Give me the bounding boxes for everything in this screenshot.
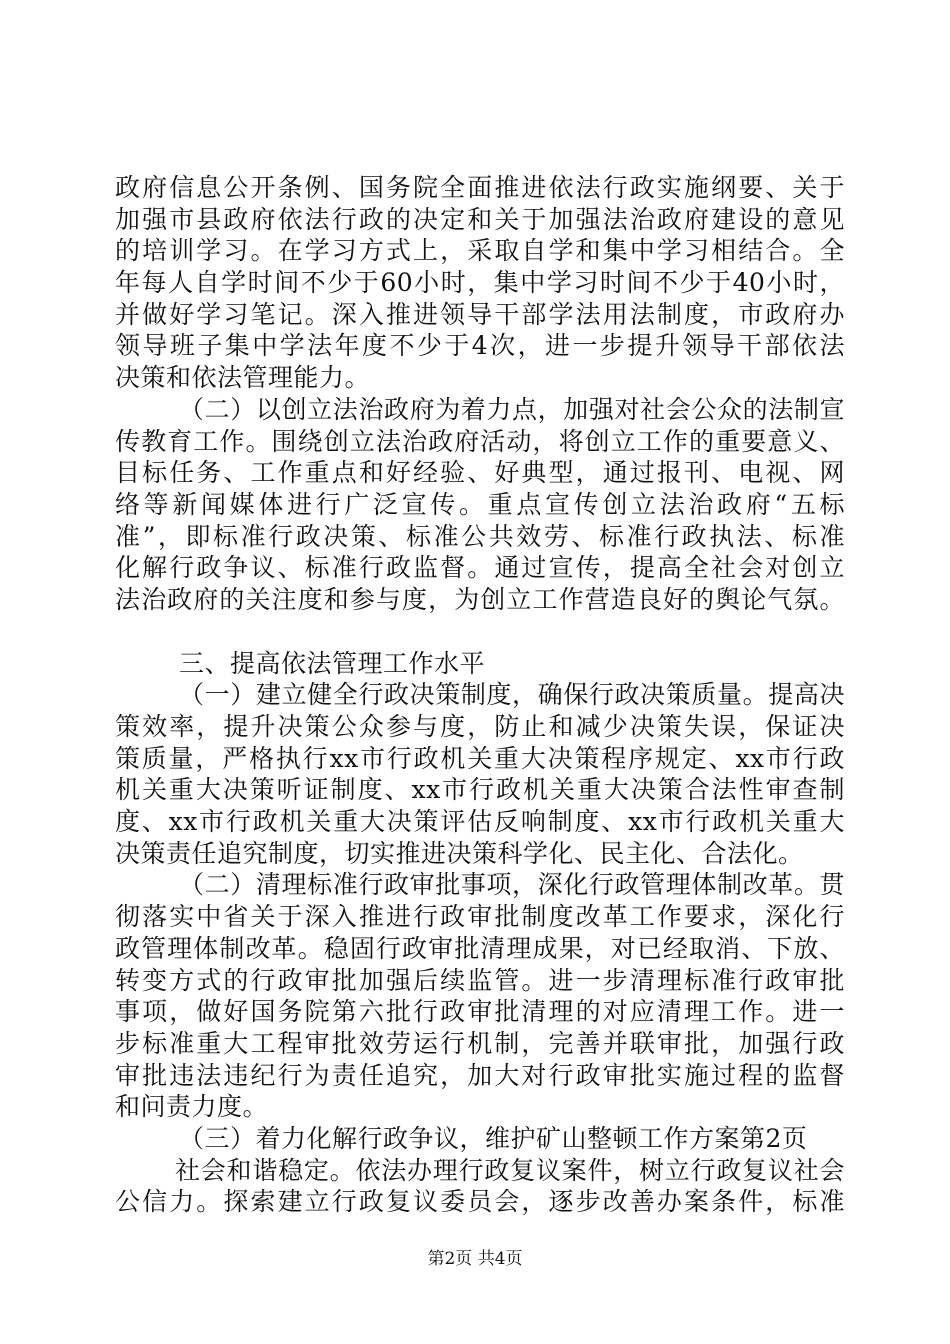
text-line: 转变方式的行政审批加强后续监管。进一步清理标准行政审批 <box>115 965 845 995</box>
text-line: 传教育工作。围绕创立法治政府活动，将创立工作的重要意义、 <box>115 426 845 456</box>
paragraph-start-line: （二）以创立法治政府为着力点，加强对社会公众的法制宣 <box>179 394 845 424</box>
paragraph-start-line: （一）建立健全行政决策制度，确保行政决策质量。提高决 <box>179 680 845 710</box>
text-line: 决策和依法管理能力。 <box>115 363 371 393</box>
text-line: 公信力。探索建立行政复议委员会，逐步改善办案条件，标准 <box>115 1187 845 1217</box>
text-line: 准”，即标准行政决策、标准公共效劳、标准行政执法、标准 <box>115 521 845 551</box>
text-line: 络等新闻媒体进行广泛宣传。重点宣传创立法治政府“五标 <box>115 489 845 519</box>
text-line: 并做好学习笔记。深入推进领导干部学法用法制度，市政府办 <box>115 299 845 329</box>
text-line: 机关重大决策听证制度、xx市行政机关重大决策合法性审查制 <box>115 775 845 805</box>
text-line: 事项，做好国务院第六批行政审批清理的对应清理工作。进一 <box>115 997 845 1027</box>
text-line: 决策责任追究制度，切实推进决策科学化、民主化、合法化。 <box>115 838 804 868</box>
text-line: 彻落实中省关于深入推进行政审批制度改革工作要求，深化行 <box>115 902 845 932</box>
text-line: 年每人自学时间不少于60小时，集中学习时间不少于40小时， <box>115 268 845 298</box>
text-line: 的培训学习。在学习方式上，采取自学和集中学习相结合。全 <box>115 236 845 266</box>
section-heading: 三、提高依法管理工作水平 <box>179 648 486 678</box>
text-line: 目标任务、工作重点和好经验、好典型，通过报刊、电视、网 <box>115 458 845 488</box>
text-line: 社会和谐稳定。依法办理行政复议案件，树立行政复议社会 <box>175 1155 845 1185</box>
text-line: 策效率，提升决策公众参与度，防止和减少决策失误，保证决 <box>115 712 845 741</box>
page-footer: 第2页 共4页 <box>427 1249 523 1269</box>
text-line: 法治政府的关注度和参与度，为创立工作营造良好的舆论气氛。 <box>115 584 845 614</box>
text-line: 度、xx市行政机关重大决策评估反响制度、xx市行政机关重大 <box>115 807 845 837</box>
document-body <box>115 172 845 1218</box>
text-line: 步标准重大工程审批效劳运行机制，完善并联审批，加强行政 <box>115 1028 845 1058</box>
text-line: 政府信息公开条例、国务院全面推进依法行政实施纲要、关于 <box>115 173 845 202</box>
text-line: 和问责力度。 <box>115 1092 269 1122</box>
text-line: 政管理体制改革。稳固行政审批清理成果，对已经取消、下放、 <box>115 933 845 963</box>
text-line: 策质量，严格执行xx市行政机关重大决策程序规定、xx市行政 <box>115 743 845 773</box>
text-line: 化解行政争议、标准行政监督。通过宣传，提高全社会对创立 <box>115 553 845 583</box>
text-line: 领导班子集中学法年度不少于4次，进一步提升领导干部依法 <box>115 331 845 361</box>
paragraph-start-line: （三）着力化解行政争议，维护矿山整顿工作方案第2页 <box>179 1123 808 1153</box>
paragraph-start-line: （二）清理标准行政审批事项，深化行政管理体制改革。贯 <box>179 870 845 900</box>
paragraph-gap <box>115 616 845 648</box>
text-line: 加强市县政府依法行政的决定和关于加强法治政府建设的意见 <box>115 204 845 234</box>
text-line: 审批违法违纪行为责任追究，加大对行政审批实施过程的监督 <box>115 1060 845 1090</box>
